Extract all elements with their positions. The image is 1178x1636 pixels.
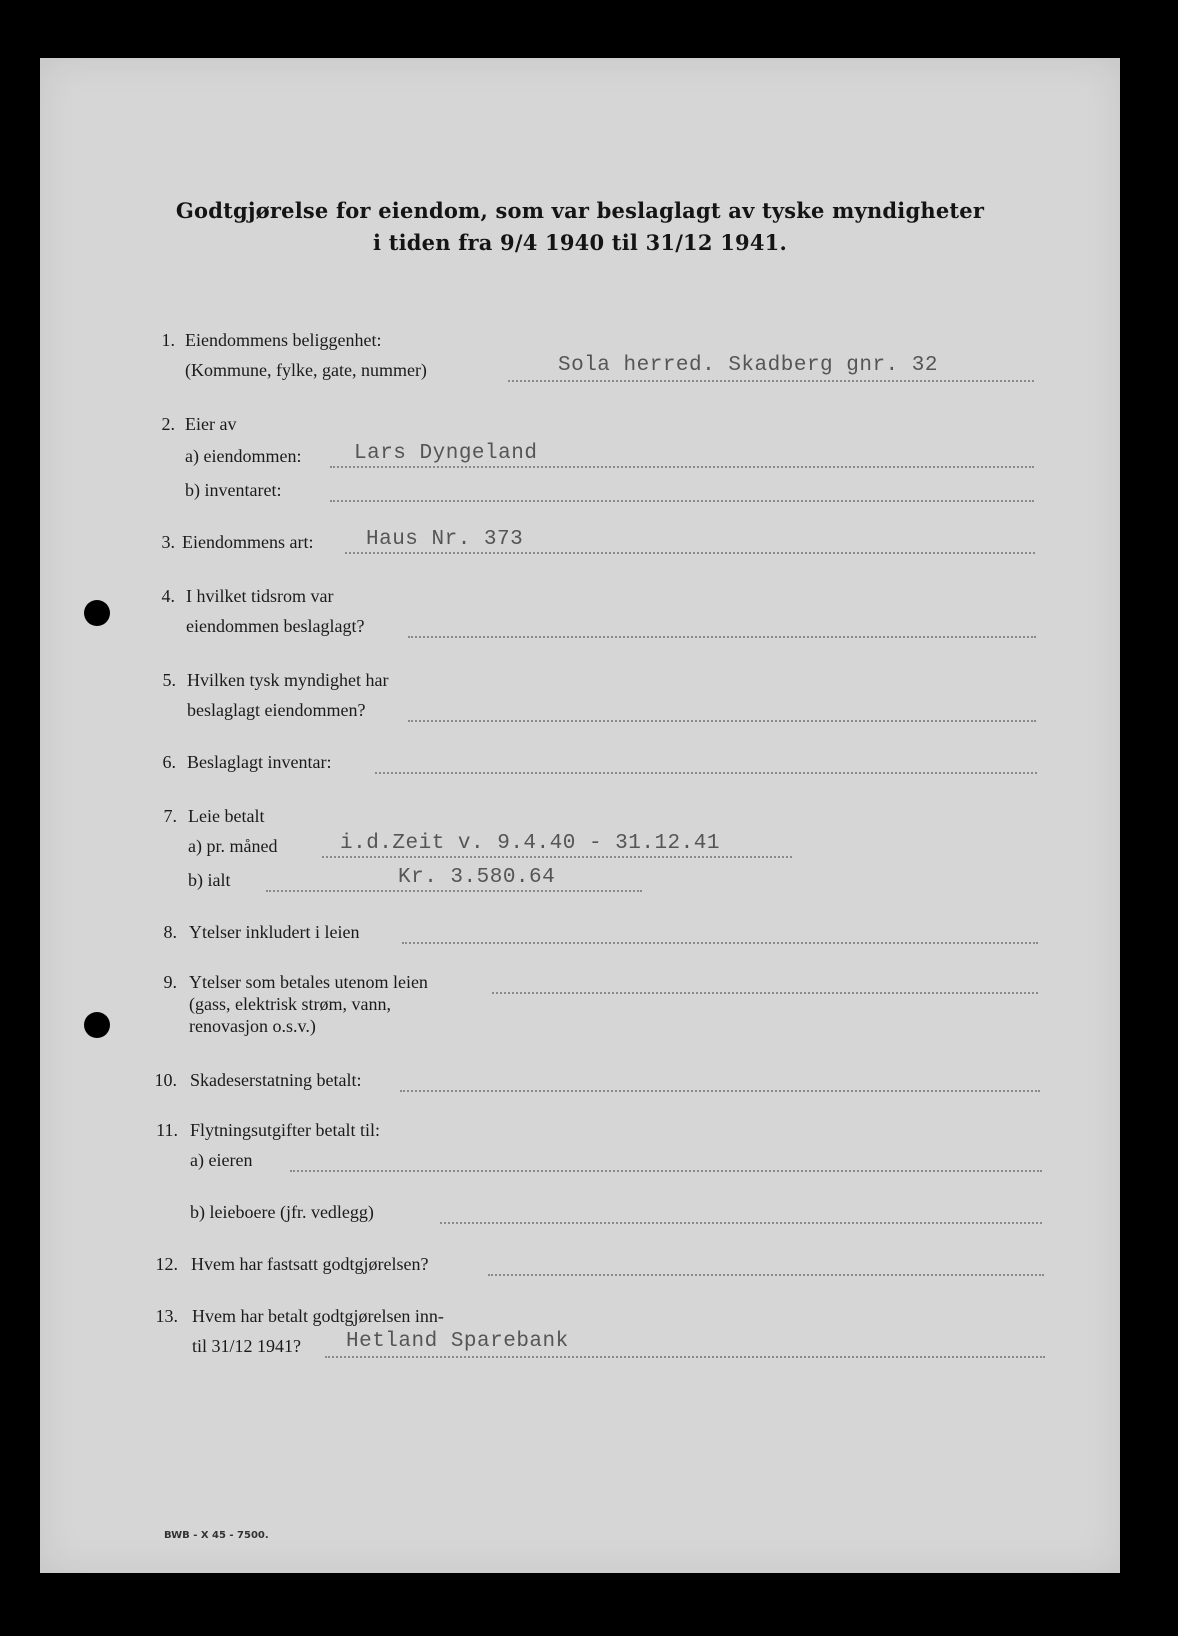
item-4-answer-line (408, 636, 1036, 638)
item-7b-answer-line (266, 890, 642, 892)
item-1-answer: Sola herred. Skadberg gnr. 32 (558, 354, 938, 377)
item-9-number: 9. (163, 972, 177, 992)
item-12-answer-line (488, 1274, 1044, 1276)
form-page (40, 58, 1120, 1573)
item-13-answer: Hetland Sparebank (346, 1330, 569, 1353)
form-title-line-2: i tiden fra 9/4 1940 til 31/12 1941. (373, 230, 787, 255)
item-9-label: Ytelser som betales utenom leien (189, 972, 428, 992)
item-11a-answer-line (290, 1170, 1042, 1172)
item-5-answer-line (408, 720, 1036, 722)
item-3-answer-line (345, 552, 1035, 554)
item-6-answer-line (375, 772, 1037, 774)
item-6-label: Beslaglagt inventar: (187, 752, 332, 772)
item-7b-label: b) ialt (188, 870, 231, 890)
item-1-answer-line (508, 380, 1034, 382)
item-2a-answer: Lars Dyngeland (354, 442, 538, 465)
item-5-label: Hvilken tysk myndighet har (187, 670, 389, 690)
item-3-number: 3. (161, 532, 175, 552)
item-13-label: Hvem har betalt godtgjørelsen inn- (192, 1306, 444, 1326)
item-4-number: 4. (161, 586, 175, 606)
item-10-number: 10. (154, 1070, 177, 1090)
item-3-label: Eiendommens art: (182, 532, 314, 552)
item-12-label: Hvem har fastsatt godtgjørelsen? (191, 1254, 429, 1274)
punch-hole-bottom (84, 1012, 110, 1038)
form-title-line-1: Godtgjørelse for eiendom, som var beslaglagt av tyske myndigheter (175, 198, 985, 223)
item-7a-answer-line (322, 856, 792, 858)
item-13-number: 13. (155, 1306, 178, 1326)
item-9-sublabel-2: renovasjon o.s.v.) (189, 1016, 316, 1036)
item-2a-answer-line (330, 466, 1034, 468)
printer-code: BWB - X 45 - 7500. (164, 1530, 269, 1541)
item-2b-answer-line (330, 500, 1034, 502)
item-2a-label: a) eiendommen: (185, 446, 302, 466)
item-13-answer-line (325, 1356, 1045, 1358)
item-10-answer-line (400, 1090, 1040, 1092)
item-11a-label: a) eieren (190, 1150, 253, 1170)
item-1-number: 1. (161, 330, 175, 350)
item-4-label: I hvilket tidsrom var (186, 586, 334, 606)
item-9-answer-line (492, 992, 1038, 994)
item-8-answer-line (402, 942, 1038, 944)
item-7-number: 7. (163, 806, 177, 826)
item-11-label: Flytningsutgifter betalt til: (190, 1120, 380, 1140)
item-11-number: 11. (156, 1120, 178, 1140)
item-8-label: Ytelser inkludert i leien (189, 922, 360, 942)
item-12-number: 12. (155, 1254, 178, 1274)
item-11b-answer-line (440, 1222, 1042, 1224)
item-2-label: Eier av (185, 414, 237, 434)
item-1-sublabel: (Kommune, fylke, gate, nummer) (185, 360, 427, 380)
item-8-number: 8. (163, 922, 177, 942)
item-7a-label: a) pr. måned (188, 836, 278, 856)
item-5-number: 5. (162, 670, 176, 690)
item-3-answer: Haus Nr. 373 (366, 528, 524, 551)
item-2-number: 2. (161, 414, 175, 434)
item-5-sublabel: beslaglagt eiendommen? (187, 700, 366, 720)
item-7-label: Leie betalt (188, 806, 265, 826)
item-13-sublabel: til 31/12 1941? (192, 1336, 301, 1356)
item-2b-label: b) inventaret: (185, 480, 282, 500)
item-11b-label: b) leieboere (jfr. vedlegg) (190, 1202, 374, 1222)
item-7a-answer: i.d.Zeit v. 9.4.40 - 31.12.41 (340, 832, 720, 855)
item-4-sublabel: eiendommen beslaglagt? (186, 616, 365, 636)
item-7b-answer: Kr. 3.580.64 (398, 866, 556, 889)
item-1-label: Eiendommens beliggenhet: (185, 330, 382, 350)
item-10-label: Skadeserstatning betalt: (190, 1070, 362, 1090)
punch-hole-top (84, 600, 110, 626)
item-6-number: 6. (162, 752, 176, 772)
item-9-sublabel-1: (gass, elektrisk strøm, vann, (189, 994, 391, 1014)
